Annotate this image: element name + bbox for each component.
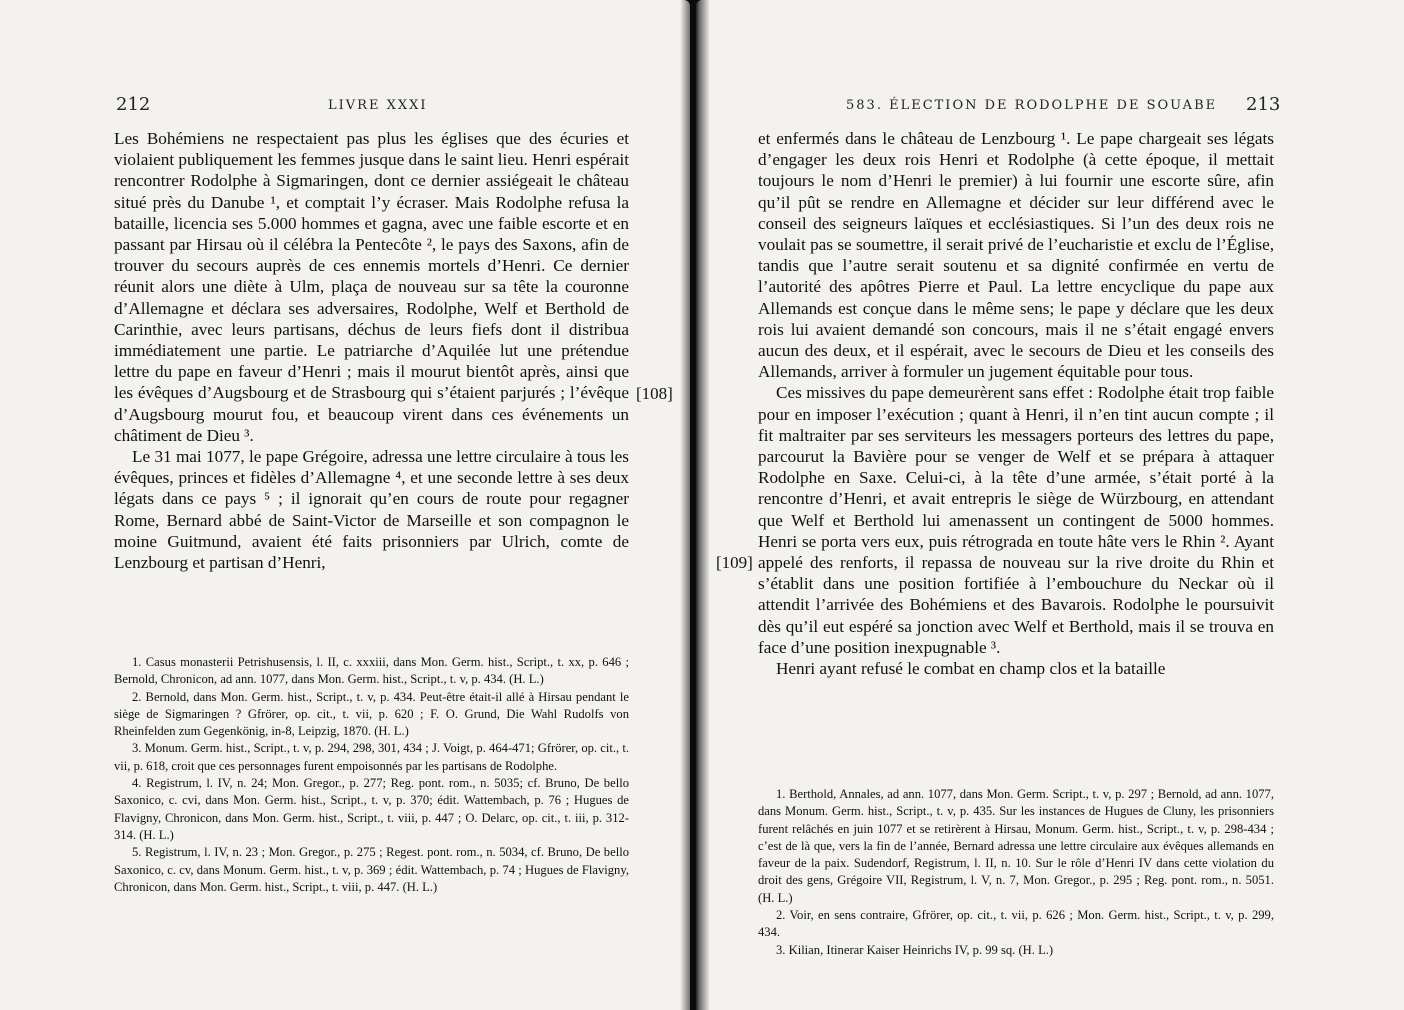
footnotes [114,654,629,896]
paragraph: Les Bohémiens ne respectaient pas plus les églises que des écuries et violaient publiquement les femmes jusque dans le saint lieu. Henri espérait rencontrer Rodolphe à Sigmaringen, dont ce dernier assiégeait le château situé près du Danube ¹, et comptait l’y écraser. Mais Rodolphe refusa la bataille, licencia ses 5.000 hommes et gagna, avec une faible escorte et en passant par Hirsau où il célébra la Pentecôte ², le pays des Saxons, afin de trouver du secours auprès de ces ennemis mortels d’Henri. Ce dernier réunit alors une diète à Ulm, plaça de nouveau sur sa tête la couronne d’Allemagne et déclara ses adversaires, Rodolphe, Welf et Berthold de Carinthie, avec leurs partisans, déchus de leurs fiefs dont il distribua immédiatement une partie. Le patriarche d’Aquilée lut une prétendue lettre du pape en faveur d’Henri ; mais il mourut bientôt après, ainsi que les évêques d’Augsbourg et de Strasbourg qui s’étaient parjurés ; l’évêque d’Augsbourg mourut fou, et beaucoup virent dans ces événements un châtiment de Dieu ³. [114,129,630,445]
left-page [0,0,690,1010]
footnote: 5. Registrum, l. IV, n. 23 ; Mon. Gregor., p. 275 ; Regest. pont. rom., n. 5034, cf. Bruno, De bello Saxonico, c. cv, dans Monum. Germ. hist., t. v, p. 369 ; édit. Wattembach, p. 74 ; Hugues de Flavigny, Chronicon, dans Mon. Germ. hist., Script., t. viii, p. 447. (H. L.) [114,845,629,894]
main-text [114,128,629,573]
paragraph: et enfermés dans le château de Lenzbourg ¹. Le pape chargeait ses légats d’engager les deux rois Henri et Rodolphe (à cette époque, il mettait toujours le nom d’Henri le premier) à lui fournir une escorte sûre, afin qu’il pût se rendre en Allemagne et décider sur leur différend avec le conseil des seigneurs laïques et ecclésiastiques. Si l’un des deux rois ne voulait pas se soumettre, il serait privé de l’eucharistie et exclu de l’Église, tandis que l’autre serait soutenu et sa dignité confirmée en vertu de l’autorité des apôtres Pierre et Paul. La lettre encyclique du pape aux Allemands est conçue dans le même sens; le pape y déclare que les deux rois lui avaient demandé son concours, mais il ne s’était engagé envers aucun des deux, et il espérait, avec le secours de Dieu et les conseils des Allemands, arriver à formuler un jugement équitable pour tous. [758,129,1274,382]
footnote: 2. Voir, en sens contraire, Gfrörer, op. cit., t. vii, p. 626 ; Mon. Germ. hist., Script., t. v, p. 299, 434. [758,908,1274,940]
margin-reference: [108] [636,384,673,403]
running-head: LIVRE XXXI [328,98,428,113]
footnote: 3. Monum. Germ. hist., Script., t. v, p. 294, 298, 301, 434 ; J. Voigt, p. 464-471; Gfrörer, op. cit., t. vii, p. 618, croit que ces personnages furent empoisonnés par les partisans de Rodolphe. [114,741,629,773]
footnote: 1. Berthold, Annales, ad ann. 1077, dans Mon. Germ. Script., t. v, p. 297 ; Bernold, ad ann. 1077, dans Monum. Germ. hist., Script., t. v, p. 435. Sur les instances de Hugues de Cluny, les prisonniers furent relâchés en juin 1077 et se retirèrent à Hirsau, Monum. Germ. hist., Script., t. v, p. 298-434 ; c’est de là que, vers la fin de l’année, Bernard adressa une lettre circulaire aux évêques allemands en faveur de la paix. Sudendorf, Registrum, l. II, n. 10. Sur le rôle d’Henri IV dans cette violation du droit des gens, Grégoire VII, Registrum, l. V, n. 7, Mon. Gregor., p. 295 ; Reg. pont. rom., n. 5051. (H. L.) [758,787,1274,905]
paragraph: Le 31 mai 1077, le pape Grégoire, adressa une lettre circulaire à tous les évêques, princes et fidèles d’Allemagne ⁴, et une seconde lettre à ses deux légats dans ce pays ⁵ ; il ignorait qu’en cours de route pour regagner Rome, Bernard abbé de Saint-Victor de Marseille et son compagnon le moine Guitmund, avaient été faits prisonniers par Ulrich, comte de Lenzbourg et partisan d’Henri, [114,447,629,573]
margin-reference: [109] [716,553,753,572]
page-number: 213 [1246,94,1281,115]
footnote: 3. Kilian, Itinerar Kaiser Heinrichs IV, p. 99 sq. (H. L.) [776,942,1054,957]
paragraph: Henri ayant refusé le combat en champ clos et la bataille [776,659,1166,679]
page-number: 212 [116,94,151,115]
main-text [758,128,1274,679]
footnotes [758,786,1274,959]
footnote: 1. Casus monasterii Petrishusensis, l. II, c. xxxiii, dans Mon. Germ. hist., Script., t. xx, p. 646 ; Bernold, Chronicon, ad ann. 1077, dans Mon. Germ. hist., Script., t. v, p. 434. (H. L.) [114,655,629,687]
book-gutter [680,0,710,1010]
right-page [696,0,1404,1010]
footnote: 2. Bernold, dans Mon. Germ. hist., Script., t. v, p. 434. Peut-être était-il allé à Hirsau pendant le siège de Sigmaringen ? Gfrörer, op. cit., t. vii, p. 620 ; F. O. Grund, Die Wahl Rudolfs von Rheinfelden zum Gegenkönig, in-8, Leipzig, 1870. (H. L.) [114,689,629,739]
paragraph: Ces missives du pape demeurèrent sans effet : Rodolphe était trop faible pour en imposer l’exécution ; quant à Henri, il n’en tint aucun compte ; il fit maltraiter par ses serviteurs les messagers porteurs des lettres du pape, parcourut la Bavière pour se venger de Welf et se prépara à attaquer Rodolphe en Saxe. Celui-ci, à la tête d’une armée, s’était porté à la rencontre d’Henri, et avait entrepris le siège de Würzbourg, en attendant que Welf et Berthold lui amenassent un contingent de 5000 hommes. Henri se porta vers eux, puis rétrograda en toute hâte vers le Rhin ². Ayant appelé des renforts, il repassa de nouveau sur la rive droite du Rhin et s’établit dans une position fortifiée à l’embouchure du Neckar où il attendit l’arrivée des Bohémiens et des Bavarois. Rodolphe le poursuivit dès qu’il eut espéré sa jonction avec Welf et Berthold, mais il se trouva en face d’une position inexpugnable ³. [758,383,1274,657]
footnote: 4. Registrum, l. IV, n. 24; Mon. Gregor., p. 277; Reg. pont. rom., n. 5035; cf. Bruno, De bello Saxonico, c. cvi, dans Mon. Germ. hist., Script., t. v, p. 370; édit. Wattembach, p. 76 ; Hugues de Flavigny, Chronicon, dans Mon. Germ. hist., Script., t. viii, p. 447 ; O. Delarc, op. cit., t. iii, p. 312-314. (H. L.) [114,776,629,842]
running-head: 583. ÉLECTION DE RODOLPHE DE SOUABE [846,98,1218,113]
